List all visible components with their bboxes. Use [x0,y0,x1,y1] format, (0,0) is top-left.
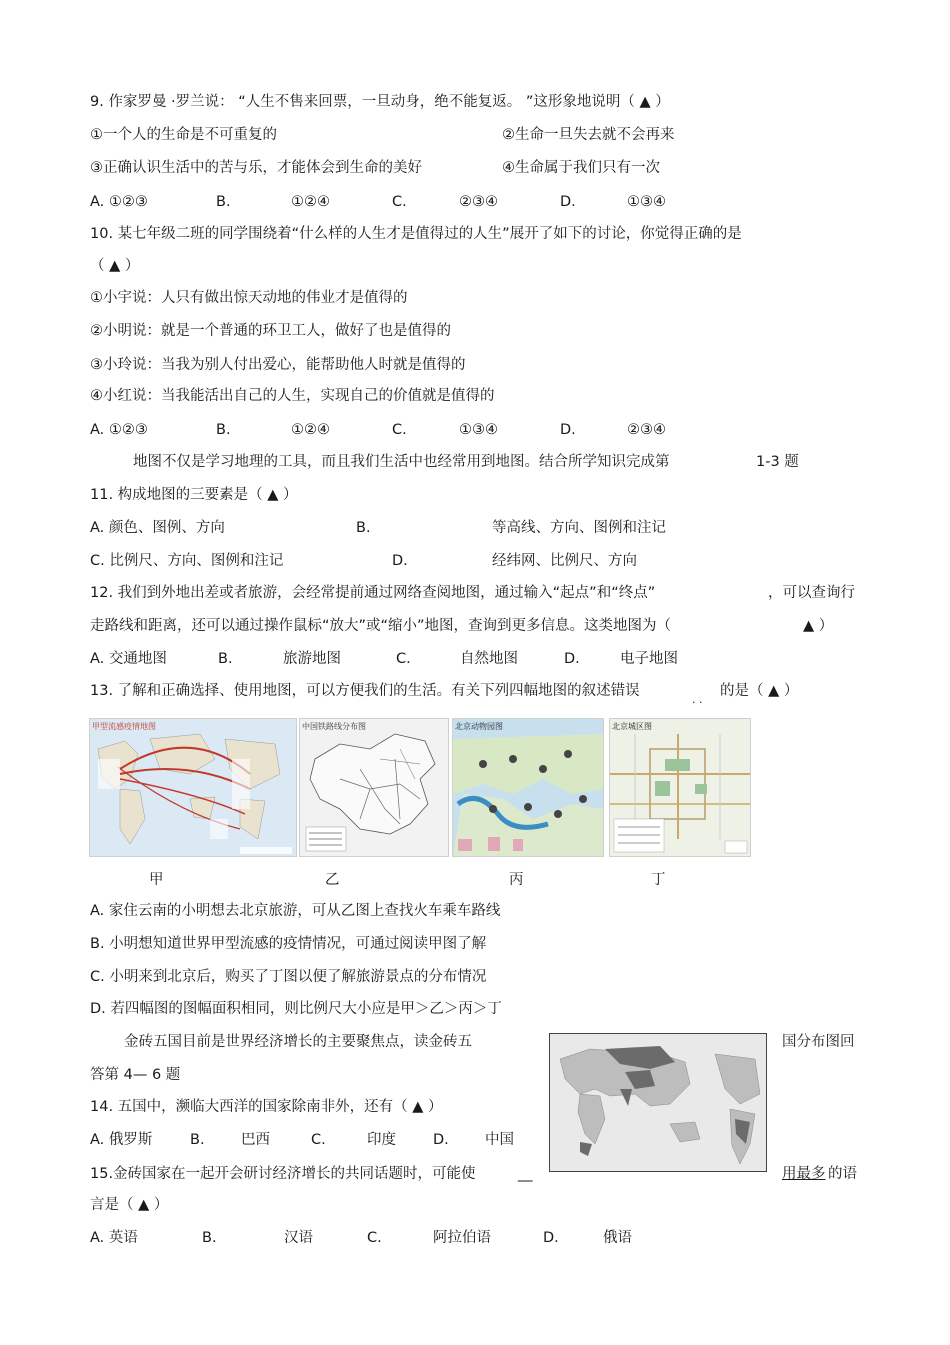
q13-stem: 13. 了解和正确选择、使用地图，可以方便我们的生活。有关下列四幅地图的叙述错误 [90,683,640,699]
q9-stem: 9. 作家罗曼 ·罗兰说： “人生不售来回票，一旦动身，绝不能复返。 ”这形象地说明（ ▲ ） [90,94,670,110]
q12-option-a: A. 交通地图 [90,651,167,667]
q13-option-c: C. 小明来到北京后，购买了丁图以便了解旅游景点的分布情况 [90,969,487,985]
q10-option-a: A. ①②③ [90,422,148,438]
q14-option-b-text: 巴西 [241,1132,270,1148]
q15-stem-end: 的语 [828,1166,857,1182]
q9-statement-1: ①一个人的生命是不可重复的 [90,127,277,143]
q11-option-b-text: 等高线、方向、图例和注记 [492,520,666,536]
q10-option-c-text: ①③④ [459,422,498,438]
q15-option-a: A. 英语 [90,1230,138,1246]
q14-option-d-label: D. [433,1132,449,1148]
q12-stem-line2: 走路线和距离，还可以通过操作鼠标“放大”或“缩小”地图，查询到更多信息。这类地图为（ [90,618,672,634]
q10-option-b-text: ①②④ [291,422,330,438]
q11-option-c: C. 比例尺、方向、图例和注记 [90,553,284,569]
map-caption-bing: 丙 [509,872,524,888]
q9-statement-2: ②生命一旦失去就不会再来 [502,127,675,143]
q12-option-c-label: C. [396,651,411,667]
q11-option-d-text: 经纬网、比例尺、方向 [492,553,637,569]
q10-statement-4: ④小红说：当我能活出自己的人生，实现自己的价值就是值得的 [90,388,495,404]
q13-option-b: B. 小明想知道世界甲型流感的疫情情况，可通过阅读甲图了解 [90,936,487,952]
flu-map-title: 甲型流感疫情地图 [92,722,156,731]
q12-option-b-text: 旅游地图 [283,651,341,667]
q14-option-c-label: C. [311,1132,326,1148]
q14-option-c-text: 印度 [367,1132,396,1148]
q15-option-d-text: 俄语 [603,1230,632,1246]
q14-option-b-label: B. [190,1132,205,1148]
city-map-title: 北京城区图 [612,722,652,731]
brics-intro: 金砖五国目前是世界经济增长的主要聚焦点，读金砖五 [124,1034,472,1050]
q11-stem: 11. 构成地图的三要素是（ ▲ ） [90,487,298,503]
q10-stem: 10. 某七年级二班的同学围绕着“什么样的人生才是值得过的人生”展开了如下的讨论，你觉得正确的是 [90,226,742,242]
q9-statement-3: ③正确认识生活中的苦与乐，才能体会到生命的美好 [90,160,422,176]
q11-option-a: A. 颜色、图例、方向 [90,520,225,536]
map-caption-jia: 甲 [149,872,164,888]
q15-option-c-label: C. [367,1230,382,1246]
q15-option-b-text: 汉语 [284,1230,313,1246]
brics-world-map [549,1033,767,1172]
q15-option-b-label: B. [202,1230,217,1246]
q12-stem: 12. 我们到外地出差或者旅游，会经常提前通过网络查阅地图，通过输入“起点”和“终点” [90,585,656,601]
q15-stem-underlined: 用最多 [782,1166,826,1182]
q14-stem: 14. 五国中，濒临大西洋的国家除南非外，还有（ ▲ ） [90,1099,443,1115]
q15-option-c-text: 阿拉伯语 [433,1230,491,1246]
brics-intro-end: 国分布图回 [782,1034,855,1050]
china-railway-map [299,718,449,857]
map-caption-yi: 乙 [325,872,340,888]
q9-option-d-label: D. [560,194,576,210]
q13-option-a: A. 家住云南的小明想去北京旅游，可从乙图上查找火车乘车路线 [90,903,501,919]
map-section-intro: 地图不仅是学习地理的工具，而且我们生活中也经常用到地图。结合所学知识完成第 [133,454,670,470]
q13-option-d: D. 若四幅图的图幅面积相同，则比例尺大小应是甲＞乙＞丙＞丁 [90,1001,502,1017]
q10-option-c-label: C. [392,422,407,438]
q10-statement-2: ②小明说：就是一个普通的环卫工人，做好了也是值得的 [90,323,451,339]
q10-option-d-text: ②③④ [627,422,666,438]
map-caption-ding: 丁 [651,872,666,888]
q15-option-d-label: D. [543,1230,559,1246]
q13-stem-end: 的是（ ▲ ） [720,683,799,699]
beijing-zoo-map [452,718,604,857]
q11-option-d-label: D. [392,553,408,569]
q10-option-d-label: D. [560,422,576,438]
q12-stem-bracket: ▲ ） [803,618,834,634]
q12-option-d-label: D. [564,651,580,667]
q10-stem-bracket: （ ▲ ） [90,258,140,274]
q9-option-b-text: ①②④ [291,194,330,210]
beijing-city-map [609,718,751,857]
flu-epidemic-map [89,718,297,857]
q10-statement-3: ③小玲说：当我为别人付出爱心，能帮助他人时就是值得的 [90,357,466,373]
q9-option-c-text: ②③④ [459,194,498,210]
q10-statement-1: ①小宇说：人只有做出惊天动地的伟业才是值得的 [90,290,408,306]
brics-intro-line2: 答第 4— 6 题 [90,1067,181,1083]
q15-stem: 15.金砖国家在一起开会研讨经济增长的共同话题时，可能使 [90,1166,476,1182]
railway-map-title: 中国铁路线分布图 [302,722,366,731]
q9-option-b-label: B. [216,194,231,210]
q9-option-d-text: ①③④ [627,194,666,210]
q14-option-d-text: 中国 [485,1132,514,1148]
q12-stem-end: ，可以查询行 [768,585,855,601]
q9-option-a: A. ①②③ [90,194,148,210]
q15-blank: __ [518,1166,533,1182]
q15-stem-line2: 言是（ ▲ ） [90,1197,169,1213]
q10-option-b-label: B. [216,422,231,438]
q11-option-b-label: B. [356,520,371,536]
zoo-map-title: 北京动物园图 [455,722,503,731]
map-section-range: 1-3 题 [756,454,799,470]
q9-statement-4: ④生命属于我们只有一次 [502,160,660,176]
q13-emphasis-dots: . . [692,693,703,706]
q14-option-a: A. 俄罗斯 [90,1132,153,1148]
q12-option-b-label: B. [218,651,233,667]
q12-option-d-text: 电子地图 [620,651,678,667]
q12-option-c-text: 自然地图 [460,651,518,667]
q9-option-c-label: C. [392,194,407,210]
